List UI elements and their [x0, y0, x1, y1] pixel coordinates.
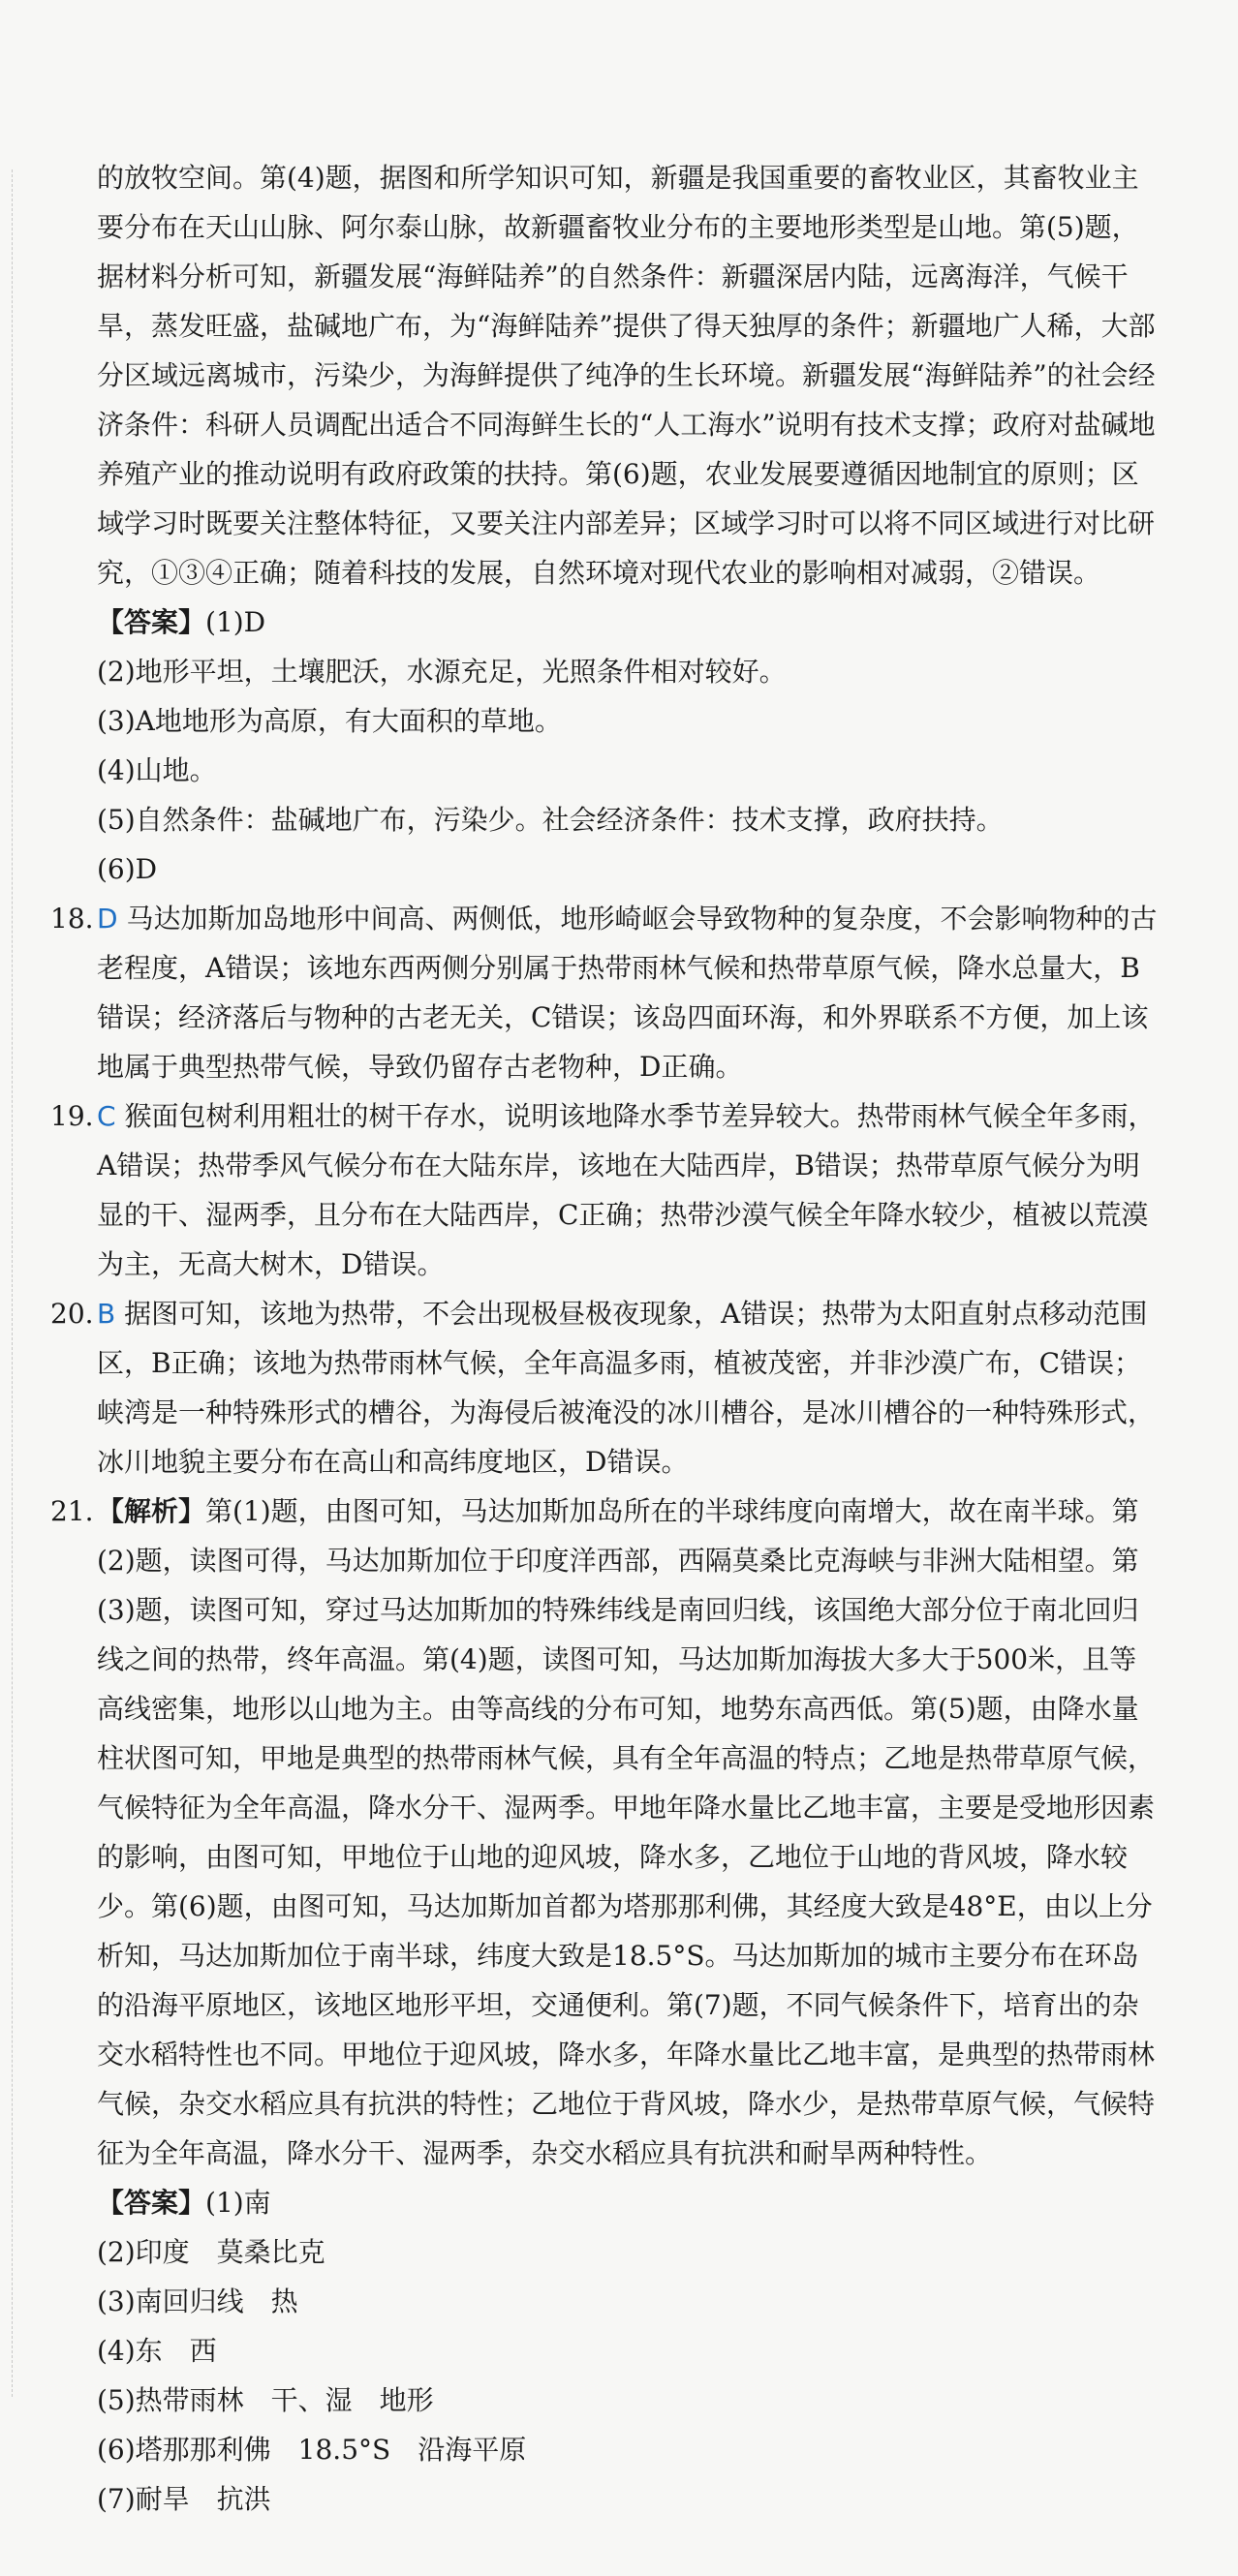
- q17-answer-line-4: (4)山地。: [97, 754, 217, 786]
- q17-answer-line-1: 【答案】(1)D: [97, 606, 266, 638]
- q17-answer-line-5: (5)自然条件：盐碱地广布，污染少。社会经济条件：技术支撑，政府扶持。: [97, 804, 1004, 836]
- q18-block: [50, 894, 1162, 1091]
- q19-block: [50, 1091, 1162, 1289]
- binding-margin-line: [12, 169, 13, 2397]
- q18-number: 18.: [50, 903, 94, 935]
- q17-answer-line-2: (2)地形平坦，土壤肥沃，水源充足，光照条件相对较好。: [97, 656, 787, 688]
- q17-explanation: [97, 153, 1162, 894]
- q21-answer-line-4: (4)东 西: [97, 2335, 217, 2367]
- q19-answer-letter: C: [97, 1100, 116, 1132]
- q19-number: 19.: [50, 1100, 94, 1132]
- q18-answer-letter: D: [97, 903, 118, 935]
- q21-answer-line-1: 【答案】(1)南: [97, 2187, 271, 2219]
- q19-text: C 猴面包树利用粗壮的树干存水，说明该地降水季节差异较大。热带雨林气候全年多雨，A错误；热带季风气候分布在大陆东岸，该地在大陆西岸，B错误；热带草原气候分为明显的干、湿两季，且分布在大陆西岸，C正确；热带沙漠气候全年降水较少，植被以荒漠为主，无高大树木，D错误。: [97, 1100, 1156, 1280]
- q21-answer-line-2: (2)印度 莫桑比克: [97, 2236, 325, 2268]
- q17-answer-line-3: (3)A地地形为高原，有大面积的草地。: [97, 705, 562, 737]
- q20-answer-letter: B: [97, 1298, 116, 1330]
- q21-analysis-tag: 【解析】: [97, 1495, 206, 1527]
- q21-answer-tag: 【答案】: [97, 2187, 206, 2219]
- q18-text: D 马达加斯加岛地形中间高、两侧低，地形崎岖会导致物种的复杂度，不会影响物种的古老程度，A错误；该地东西两侧分别属于热带雨林气候和热带草原气候，降水总量大，B错误；经济落后与物种的古老无关，C错误；该岛四面环海，和外界联系不方便，加上该地属于典型热带气候，导致仍留存古老物种，D正确。: [97, 903, 1158, 1083]
- q21-answer-line-5: (5)热带雨林 干、湿 地形: [97, 2384, 434, 2416]
- q21-answer-line-6: (6)塔那那利佛 18.5°S 沿海平原: [97, 2434, 527, 2466]
- answer-key-content: [50, 153, 1162, 2524]
- q21-answer-line-7: (7)耐旱 抗洪: [97, 2483, 271, 2515]
- q20-text: B 据图可知，该地为热带，不会出现极昼极夜现象，A错误；热带为太阳直射点移动范围区，B正确；该地为热带雨林气候，全年高温多雨，植被茂密，并非沙漠广布，C错误；峡湾是一种特殊形式的槽谷，为海侵后被淹没的冰川槽谷，是冰川槽谷的一种特殊形式，冰川地貌主要分布在高山和高纬度地区，D错误。: [97, 1298, 1156, 1478]
- q17-answer-line-6: (6)D: [97, 853, 158, 885]
- q20-number: 20.: [50, 1298, 94, 1330]
- q17-answer-tag: 【答案】: [97, 606, 206, 638]
- q21-number: 21.: [50, 1495, 94, 1527]
- q21-explanation: 【解析】第(1)题，由图可知，马达加斯加岛所在的半球纬度向南增大，故在南半球。第(2)题，读图可得，马达加斯加位于印度洋西部，西隔莫桑比克海峡与非洲大陆相望。第(3)题，读图可知，穿过马达加斯加的特殊纬线是南回归线，该国绝大部分位于南北回归线之间的热带，终年高温。第(4)题，读图可知，马达加斯加海拔大多大于500米，且等高线密集，地形以山地为主。由等高线的分布可知，地势东高西低。第(5)题，由降水量柱状图可知，甲地是典型的热带雨林气候，具有全年高温的特点；乙地是热带草原气候，气候特征为全年高温，降水分干、湿两季。甲地年降水量比乙地丰富，主要是受地形因素的影响，由图可知，甲地位于山地的迎风坡，降水多，乙地位于山地的背风坡，降水较少。第(6)题，由图可知，马达加斯加首都为塔那那利佛，其经度大致是48°E，由以上分析知，马达加斯加位于南半球，纬度大致是18.5°S。马达加斯加的城市主要分布在环岛的沿海平原地区，该地区地形平坦，交通便利。第(7)题，不同气候条件下，培育出的杂交水稻特性也不同。甲地位于迎风坡，降水多，年降水量比乙地丰富，是典型的热带雨林气候，杂交水稻应具有抗洪的特性；乙地位于背风坡，降水少，是热带草原气候，气候特征为全年高温，降水分干、湿两季，杂交水稻应具有抗洪和耐旱两种特性。: [97, 1495, 1156, 2169]
- q21-answer-line-3: (3)南回归线 热: [97, 2285, 298, 2317]
- q17-explanation-text: 的放牧空间。第(4)题，据图和所学知识可知，新疆是我国重要的畜牧业区，其畜牧业主要分布在天山山脉、阿尔泰山脉，故新疆畜牧业分布的主要地形类型是山地。第(5)题，据材料分析可知，新疆发展“海鲜陆养”的自然条件：新疆深居内陆，远离海洋，气候干旱，蒸发旺盛，盐碱地广布，为“海鲜陆养”提供了得天独厚的条件；新疆地广人稀，大部分区域远离城市，污染少，为海鲜提供了纯净的生长环境。新疆发展“海鲜陆养”的社会经济条件：科研人员调配出适合不同海鲜生长的“人工海水”说明有技术支撑；政府对盐碱地养殖产业的推动说明有政府政策的扶持。第(6)题，农业发展要遵循因地制宜的原则；区域学习时既要关注整体特征，又要关注内部差异；区域学习时可以将不同区域进行对比研究，①③④正确；随着科技的发展，自然环境对现代农业的影响相对减弱，②错误。: [97, 162, 1156, 589]
- q20-block: [50, 1289, 1162, 1487]
- q21-block: [50, 1487, 1162, 2524]
